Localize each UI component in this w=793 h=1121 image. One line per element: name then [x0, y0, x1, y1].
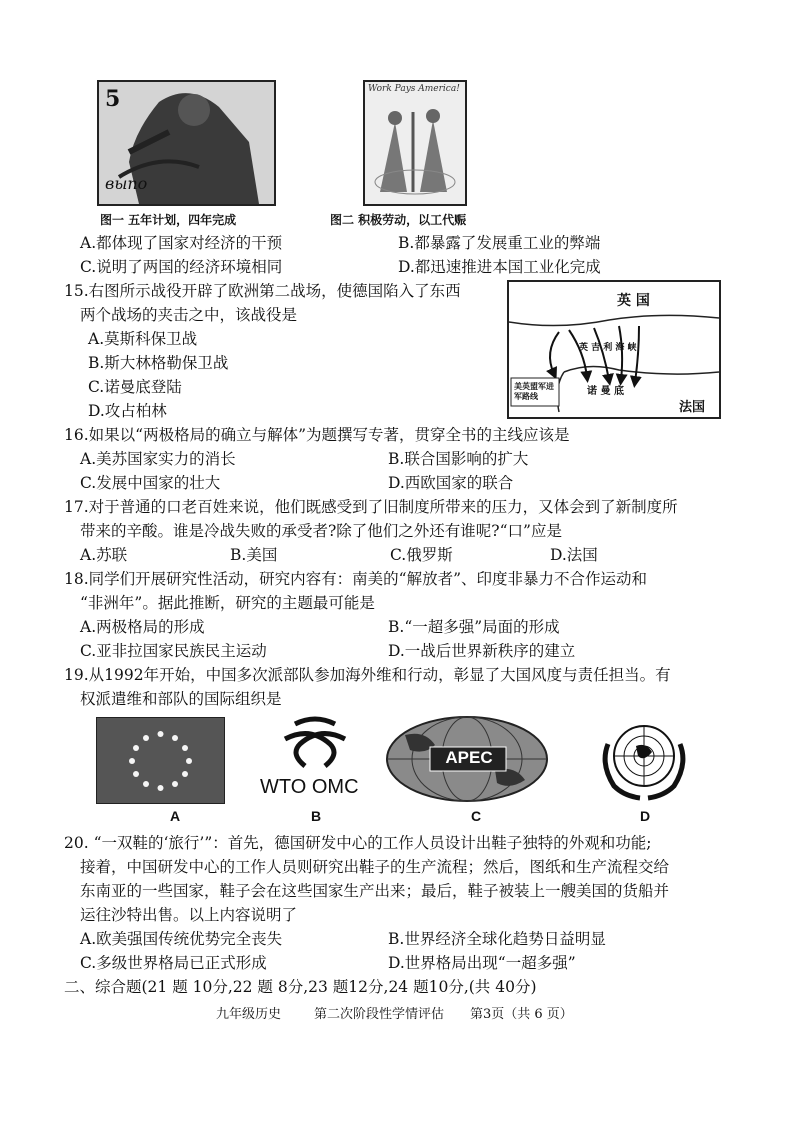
normandy-map — [507, 280, 721, 419]
q19-label-a: A — [170, 808, 181, 824]
q19-stem-1: 19.从1992年开始，中国多次派部队参加海外维和行动，彰显了大国风度与责任担当。有 — [64, 666, 671, 684]
map-label-france: 法国 — [679, 400, 706, 415]
footer-exam: 第二次阶段性学情评估 — [314, 1007, 445, 1022]
five-year-plan-poster — [97, 80, 276, 206]
q18-option-c: C.亚非拉国家民族民主运动 — [80, 642, 267, 660]
q19-stem-2: 权派遣维和部队的国际组织是 — [80, 690, 282, 708]
poster-number: 5 — [105, 86, 121, 112]
wto-symbol-icon — [255, 714, 375, 774]
workers-figure-icon — [365, 82, 465, 204]
q17-stem-1: 17.对于普通的口老百姓来说，他们既感受到了旧制度所带来的压力，又体会到了新制度所 — [64, 498, 678, 516]
map-label-normandy: 诺 曼 底 — [587, 386, 624, 397]
q15-option-b: B.斯大林格勒保卫战 — [88, 354, 229, 372]
q18-option-a: A.两极格局的形成 — [80, 618, 205, 636]
q15-stem-2: 两个战场的夹击之中，该战役是 — [80, 306, 298, 324]
wto-logo — [255, 714, 375, 806]
q17-option-c: C.俄罗斯 — [390, 546, 453, 564]
eu-flag-icon — [96, 717, 225, 804]
map-label-uk: 英 国 — [617, 293, 650, 309]
q20-option-d: D.世界格局出现“一超多强” — [388, 954, 576, 972]
q17-option-b: B.美国 — [230, 546, 278, 564]
q19-label-d: D — [640, 808, 651, 824]
wto-text: WTO OMC — [260, 776, 359, 798]
q18-stem-1: 18.同学们开展研究性活动，研究内容有：南美的“解放者”、印度非暴力不合作运动和 — [64, 570, 648, 588]
poster-banner: Work Pays America! — [368, 84, 460, 94]
q20-option-b: B.世界经济全球化趋势日益明显 — [388, 930, 606, 948]
q18-stem-2: “非洲年”。据此推断，研究的主题最可能是 — [80, 594, 375, 612]
q20-stem-3: 东南亚的一些国家，鞋子会在这些国家生产出来；最后，鞋子被装上一艘美国的货船并 — [80, 882, 670, 900]
q20-stem-1: 20. “一双鞋的‘旅行’”：首先，德国研发中心的工作人员设计出鞋子独特的外观和功能; — [64, 834, 652, 852]
q19-label-b: B — [311, 808, 322, 824]
q16-option-b: B.联合国影响的扩大 — [388, 450, 529, 468]
fig2-caption: 图二 积极劳动，以工代赈 — [330, 213, 467, 227]
q15-option-a: A.莫斯科保卫战 — [88, 330, 198, 348]
q20-option-c: C.多级世界格局已正式形成 — [80, 954, 267, 972]
q14-option-c: C.说明了两国的经济环境相同 — [80, 258, 283, 276]
q19-label-c: C — [471, 808, 482, 824]
q14-option-a: A.都体现了国家对经济的干预 — [80, 234, 283, 252]
q17-option-d: D.法国 — [550, 546, 598, 564]
apec-text: APEC — [445, 748, 493, 767]
q15-stem-1: 15.右图所示战役开辟了欧洲第二战场，使德国陷入了东西 — [64, 282, 461, 300]
q18-option-d: D.一战后世界新秩序的建立 — [388, 642, 576, 660]
work-pays-america-poster — [363, 80, 467, 206]
q16-option-a: A.美苏国家实力的消长 — [80, 450, 236, 468]
q20-option-a: A.欧美强国传统优势完全丧失 — [80, 930, 283, 948]
q14-option-b: B.都暴露了发展重工业的弊端 — [398, 234, 601, 252]
q16-stem: 16.如果以“两极格局的确立与解体”为题撰写专著，贯穿全书的主线应该是 — [64, 426, 570, 444]
q18-option-b: B.“一超多强”局面的形成 — [388, 618, 560, 636]
fig1-caption: 图一 五年计划，四年完成 — [100, 213, 237, 227]
footer-page: 第3页（共 6 页） — [470, 1007, 573, 1022]
q14-option-d: D.都迅速推进本国工业化完成 — [398, 258, 601, 276]
q15-option-c: C.诺曼底登陆 — [88, 378, 182, 396]
q15-option-d: D.攻占柏林 — [88, 402, 167, 420]
q16-option-c: C.发展中国家的壮大 — [80, 474, 221, 492]
section2-heading: 二、综合题(21 题 10分,22 题 8分,23 题12分,24 题10分,(共 40分) — [64, 978, 537, 996]
map-legend: 美英盟军进军路线 — [514, 381, 554, 401]
q17-option-a: A.苏联 — [80, 546, 128, 564]
footer-subject: 九年级历史 — [216, 1007, 282, 1022]
poster-word: выпо — [105, 174, 148, 193]
q16-option-d: D.西欧国家的联合 — [388, 474, 514, 492]
q17-stem-2: 带来的辛酸。谁是冷战失败的承受者?除了他们之外还有谁呢?“口”应是 — [80, 522, 562, 540]
map-label-channel: 英 吉 利 海 峡 — [579, 343, 637, 353]
un-emblem-icon — [594, 714, 694, 806]
apec-logo — [385, 715, 550, 803]
q20-stem-4: 运往沙特出售。以上内容说明了 — [80, 906, 298, 924]
q20-stem-2: 接着，中国研发中心的工作人员则研究出鞋子的生产流程；然后，图纸和生产流程交给 — [80, 858, 670, 876]
